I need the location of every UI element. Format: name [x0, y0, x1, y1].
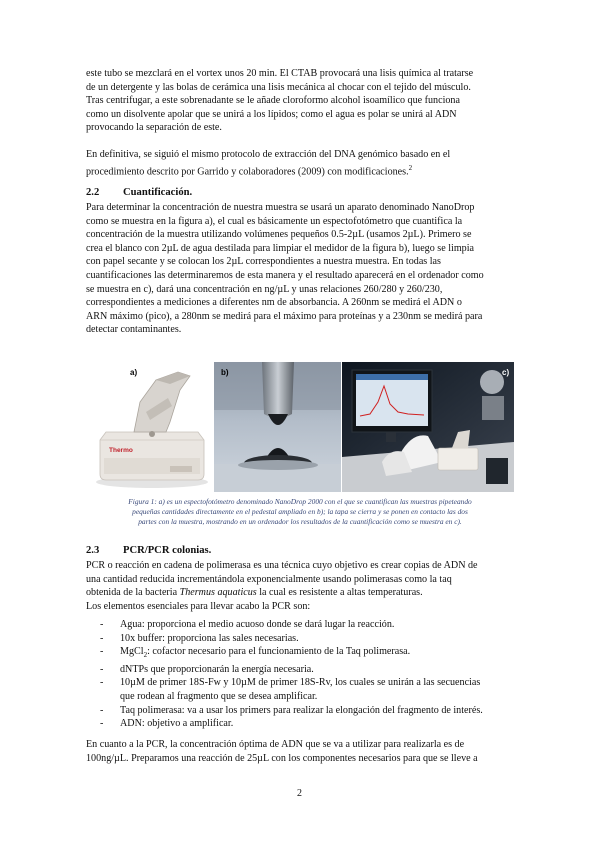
- list-item: [86, 676, 514, 703]
- workstation-image: [342, 362, 514, 492]
- figure-panel-a: [86, 362, 213, 492]
- figure-label-c: c): [502, 368, 510, 377]
- paragraph-ctab: [86, 67, 514, 135]
- text-line: [86, 162, 514, 179]
- list-item-text: Agua: proporciona el medio acuoso donde se dará lugar la reacción.: [120, 619, 395, 630]
- list-dash: -: [100, 619, 104, 630]
- list-dash: -: [100, 632, 104, 644]
- list-item-text: 10x buffer: proporciona las sales necesarias.: [120, 632, 299, 644]
- paragraph-nanodrop: [86, 201, 514, 337]
- section-heading-2-3: [86, 545, 211, 556]
- page-number: 2: [297, 788, 302, 799]
- section-title: PCR/PCR colonias.: [123, 545, 212, 556]
- figure-caption: [100, 497, 500, 528]
- text-line: PCR o reacción en cadena de polimerasa es una técnica cuyo objetivo es crear copias de ADN de: [86, 560, 478, 571]
- list-dash: -: [100, 677, 104, 689]
- pedestal-closeup-image: [214, 362, 341, 492]
- text-line: 100ng/µL. Preparamos una reacción de 25µL con los componentes necesarios para que se lleve a: [86, 752, 478, 764]
- text-line: En cuanto a la PCR, la concentración óptima de ADN que se va a utilizar para realizarla es de: [86, 739, 465, 750]
- list-item-text: dNTPs que proporcionarán la energía necesaria.: [120, 663, 314, 675]
- list-item-text: : cofactor necesario para el funcionamiento de la Taq polimerasa.: [147, 646, 411, 658]
- text-line: una cantidad reducida incrementándola exponencialmente usando polimerasas como la taq: [86, 573, 452, 585]
- figure-nanodrop: [86, 362, 514, 492]
- text-line: crea el blanco con 2µL de agua destilada para limpiar el medidor de la figura b), luego se limpia: [86, 242, 475, 254]
- section-number: 2.2: [86, 187, 100, 198]
- figure-label-b: b): [221, 368, 229, 377]
- section-number: 2.3: [86, 545, 100, 556]
- text-line: como un disolvente apolar que se unirá a los lípidos; como el agua es polar se unirá al ADN: [86, 108, 457, 120]
- text-line: [86, 586, 514, 600]
- section-heading-2-2: [86, 187, 192, 198]
- species-name: Thermus aquaticus: [179, 587, 257, 599]
- caption-line: Figura 1: a) es un espectofotómetro denominado NanoDrop 2000 con el que se cuantifican las muestras pipeteando: [128, 497, 472, 506]
- list-dash: -: [100, 718, 104, 730]
- list-item: [86, 618, 514, 632]
- text-line: correspondientes a mediciones a diferentes nm de absorbancia. A 260nm se medirá el ADN o: [86, 297, 462, 309]
- list-item: [86, 632, 514, 646]
- list-dash: -: [100, 704, 104, 716]
- figure-label-a: a): [130, 368, 138, 377]
- text-line: cuantificaciones las determinaremos de esta manera y el resultado aparecerá en el ordenador como: [86, 269, 484, 281]
- pcr-elements-list: [86, 618, 514, 731]
- text-line: Para determinar la concentración de nuestra muestra se usará un aparato denominado NanoDrop: [86, 202, 475, 213]
- text-line: Tras centrifugar, a este sobrenadante se le añade cloroformo alcohol isoamílico que funciona: [86, 95, 460, 107]
- list-dash: -: [100, 663, 104, 675]
- subscript: 2: [143, 651, 148, 660]
- text-line: se muestra en c), dará una concentración en ng/µL y unas relaciones 260/280 y 260/230,: [86, 283, 443, 295]
- list-item: [86, 645, 514, 663]
- list-item: [86, 717, 514, 731]
- caption-line: pequeñas cantidades directamente en el pedestal ampliado en b); la tapa se cierra y se ponen en contacto las dos: [132, 507, 468, 517]
- text-line: como se muestra en la figura a), el cual es básicamente un espectofotómetro que cuantifica la: [86, 215, 463, 227]
- brand-text: Thermo: [109, 447, 133, 454]
- list-item-text: que rodean al fragmento que se desea amplificar.: [120, 690, 318, 702]
- text-line: En definitiva, se siguió el mismo protocolo de extracción del DNA genómico basado en el: [86, 149, 451, 160]
- text-line: de un detergente y las bolas de cerámica una lisis mecánica al chocar con el tejido del músculo.: [86, 81, 471, 93]
- text-line: detectar contaminantes.: [86, 324, 182, 336]
- list-item-text: Taq polimerasa: va a usar los primers para realizar la elongación del fragmento de interés.: [120, 704, 483, 716]
- list-dash: -: [100, 646, 104, 658]
- list-item: [86, 704, 514, 718]
- text-line: Los elementos esenciales para llevar acabo la PCR son:: [86, 600, 311, 612]
- list-item-text: MgCl: [120, 646, 144, 658]
- figure-panel-b: [214, 362, 341, 492]
- text-line: con papel secante y se colocan los 2µL correspondientes a nuestra muestra. En todas las: [86, 256, 441, 268]
- list-item-text: ADN: objetivo a amplificar.: [120, 718, 234, 730]
- nanodrop-device-image: [86, 362, 213, 492]
- caption-line: partes con la muestra, mostrando en un ordenador los resultados de la cuantificación como se muestra en c).: [138, 517, 462, 527]
- text-line-content: procedimiento descrito por Garrido y colaboradores (2009) con modificaciones.: [86, 165, 409, 177]
- figure-panel-c: [342, 362, 514, 492]
- paragraph-protocol: [86, 148, 514, 179]
- text-line-content: la cual es resistente a altas temperaturas.: [256, 587, 423, 599]
- list-item: [86, 663, 514, 677]
- paragraph-pcr-concentration: [86, 738, 514, 765]
- text-line-content: obtenida de la bacteria: [86, 587, 180, 599]
- section-title: Cuantificación.: [123, 187, 193, 198]
- text-line: provocando la separación de este.: [86, 122, 222, 134]
- text-line: este tubo se mezclará en el vortex unos 20 min. El CTAB provocará una lisis química al tratarse: [86, 68, 474, 79]
- text-line: concentración de la muestra utilizando volúmenes pequeños 0.5-2µL (usamos 2µL). Primero se: [86, 229, 472, 241]
- paragraph-pcr: [86, 559, 514, 613]
- footnote-ref: 2: [408, 163, 413, 172]
- list-item-text: 10µM de primer 18S-Fw y 10µM de primer 18S-Rv, los cuales se unirán a las secuencias: [120, 677, 481, 689]
- text-line: ARN máximo (pico), a 280nm se medirá para el máximo para proteínas y a 230nm se medirá para: [86, 310, 483, 322]
